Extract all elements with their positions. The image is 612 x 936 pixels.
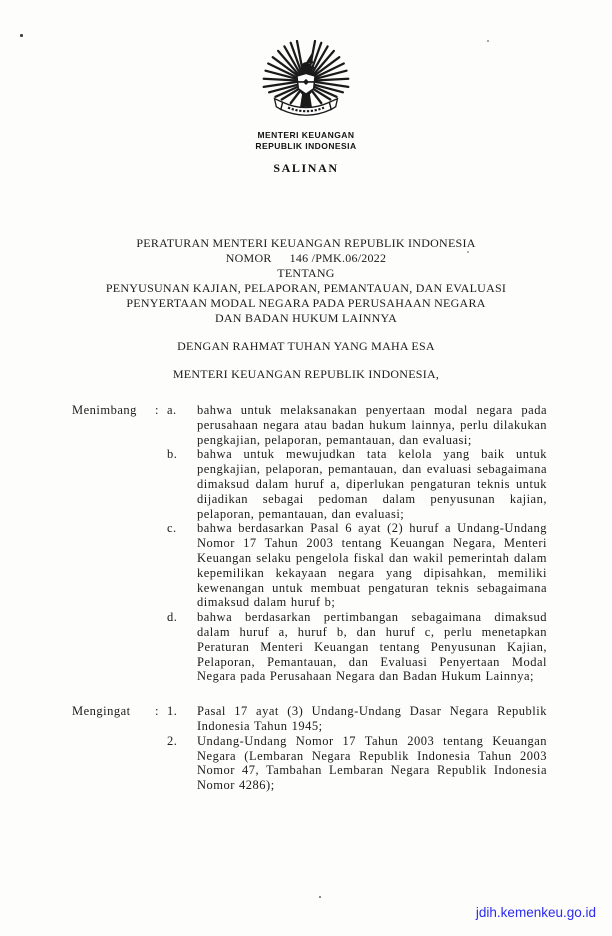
invocation-line: DENGAN RAHMAT TUHAN YANG MAHA ESA <box>177 339 435 353</box>
recalling-colon: : <box>155 704 159 719</box>
item-text: bahwa berdasarkan pertimbangan sebagaimana dimaksud dalam huruf a, huruf b, dan huruf c, perlu menetapkan Peraturan Menteri Keuangan tentang Penyusunan Kajian, Pelaporan, Pemantauan, dan Evaluasi Penyertaan Modal Negara pada Perusahaan Negara dan Badan Hukum Lainnya; <box>197 610 547 684</box>
title-line-tentang: TENTANG <box>277 266 335 280</box>
item-marker: b. <box>167 447 178 462</box>
recalling-section <box>0 704 612 793</box>
masthead <box>0 0 612 176</box>
considering-colon: : <box>155 403 159 417</box>
ministry-line2: REPUBLIK INDONESIA <box>255 141 357 151</box>
item-marker: 1. <box>167 704 178 719</box>
item-text: bahwa untuk mewujudkan tata kelola yang baik untuk pengkajian, pelaporan, pemantauan, dan evaluasi sebagaimana dimaksud dalam huruf a, diperlukan pengaturan teknis untuk dijadikan sebagai pedoman dalam penyusunan kajian, pelaporan, pemantauan, dan evaluasi; <box>197 447 547 521</box>
item-marker: d. <box>167 610 178 625</box>
scan-speck <box>487 40 489 42</box>
recalling-item-1 <box>167 704 547 734</box>
item-marker: 2. <box>167 733 178 748</box>
considering-item-a <box>167 403 547 447</box>
garuda-pancasila-emblem <box>261 40 351 123</box>
nomor-value: 146 /PMK.06/2022 <box>289 251 387 265</box>
scan-speck <box>319 896 321 898</box>
ministry-name-block <box>0 130 612 152</box>
considering-section <box>0 403 612 684</box>
scan-speck <box>20 34 23 37</box>
item-text: Undang-Undang Nomor 17 Tahun 2003 tentang Keuangan Negara (Lembaran Negara Republik Indonesia Tahun 2003 Nomor 47, Tambahan Lembaran Negara Republik Indonesia Nomor 4286); <box>197 733 547 793</box>
recalling-items <box>167 704 547 793</box>
title-line-regulation: PERATURAN MENTERI KEUANGAN REPUBLIK INDONESIA <box>136 236 476 250</box>
item-marker: a. <box>167 403 177 417</box>
recalling-label: Mengingat <box>72 704 131 719</box>
item-marker: c. <box>167 521 177 536</box>
item-text: bahwa berdasarkan Pasal 6 ayat (2) huruf a Undang-Undang Nomor 17 Tahun 2003 tentang Keuangan Negara, Menteri Keuangan selaku pengelola fiskal dan wakil pemerintah dalam kepemilikan kekayaan negara yang dipisahkan, memiliki kewenangan untuk membuat pengaturan teknis sebagaimana dimaksud dalam huruf b; <box>197 521 547 610</box>
title-line-subject-1: PENYUSUNAN KAJIAN, PELAPORAN, PEMANTAUAN, DAN EVALUASI <box>105 281 507 295</box>
authority-line: MENTERI KEUANGAN REPUBLIK INDONESIA, <box>172 367 440 381</box>
regulation-title-block <box>0 236 612 326</box>
scan-speck <box>467 251 469 253</box>
title-line-nomor <box>0 251 612 266</box>
considering-items <box>167 403 547 684</box>
nomor-label: NOMOR <box>225 251 272 265</box>
item-text: Pasal 17 ayat (3) Undang-Undang Dasar Negara Republik Indonesia Tahun 1945; <box>197 704 547 733</box>
jdih-website-link[interactable]: jdih.kemenkeu.go.id <box>475 905 596 920</box>
considering-label: Menimbang <box>72 403 137 417</box>
considering-item-d <box>167 610 547 684</box>
copy-stamp: SALINAN <box>273 161 339 175</box>
considering-item-b <box>167 447 547 521</box>
title-line-subject-2: PENYERTAAN MODAL NEGARA PADA PERUSAHAAN NEGARA <box>126 296 486 310</box>
item-text: bahwa untuk melaksanakan penyertaan modal negara pada perusahaan negara atau badan hukum lainnya, perlu dilakukan pengkajian, pelaporan, pemantauan, dan evaluasi; <box>197 403 547 447</box>
recalling-item-2 <box>167 734 547 793</box>
title-line-subject-3: DAN BADAN HUKUM LAINNYA <box>214 311 398 325</box>
considering-item-c <box>167 521 547 610</box>
ministry-line1: MENTERI KEUANGAN <box>257 130 355 140</box>
